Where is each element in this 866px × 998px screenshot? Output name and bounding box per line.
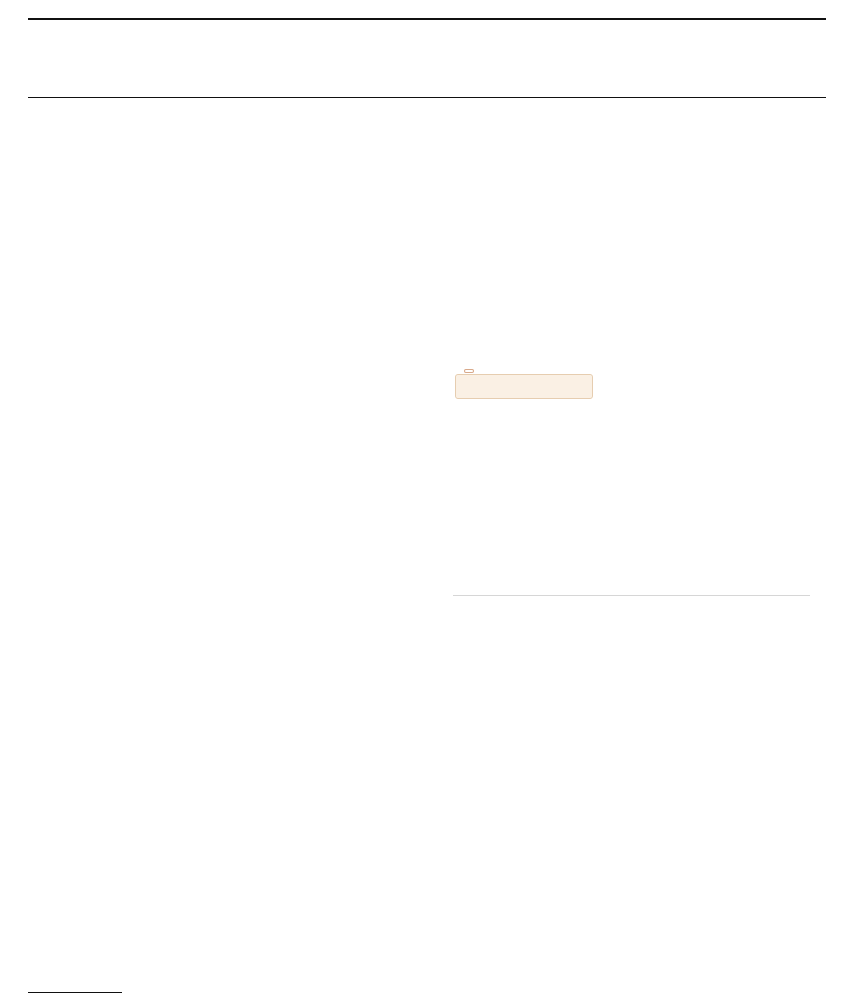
question-box [455,374,593,399]
footnote-rule [28,992,122,993]
human-tag [464,369,474,373]
figure-1 [440,0,840,800]
figure-divider [453,595,810,596]
